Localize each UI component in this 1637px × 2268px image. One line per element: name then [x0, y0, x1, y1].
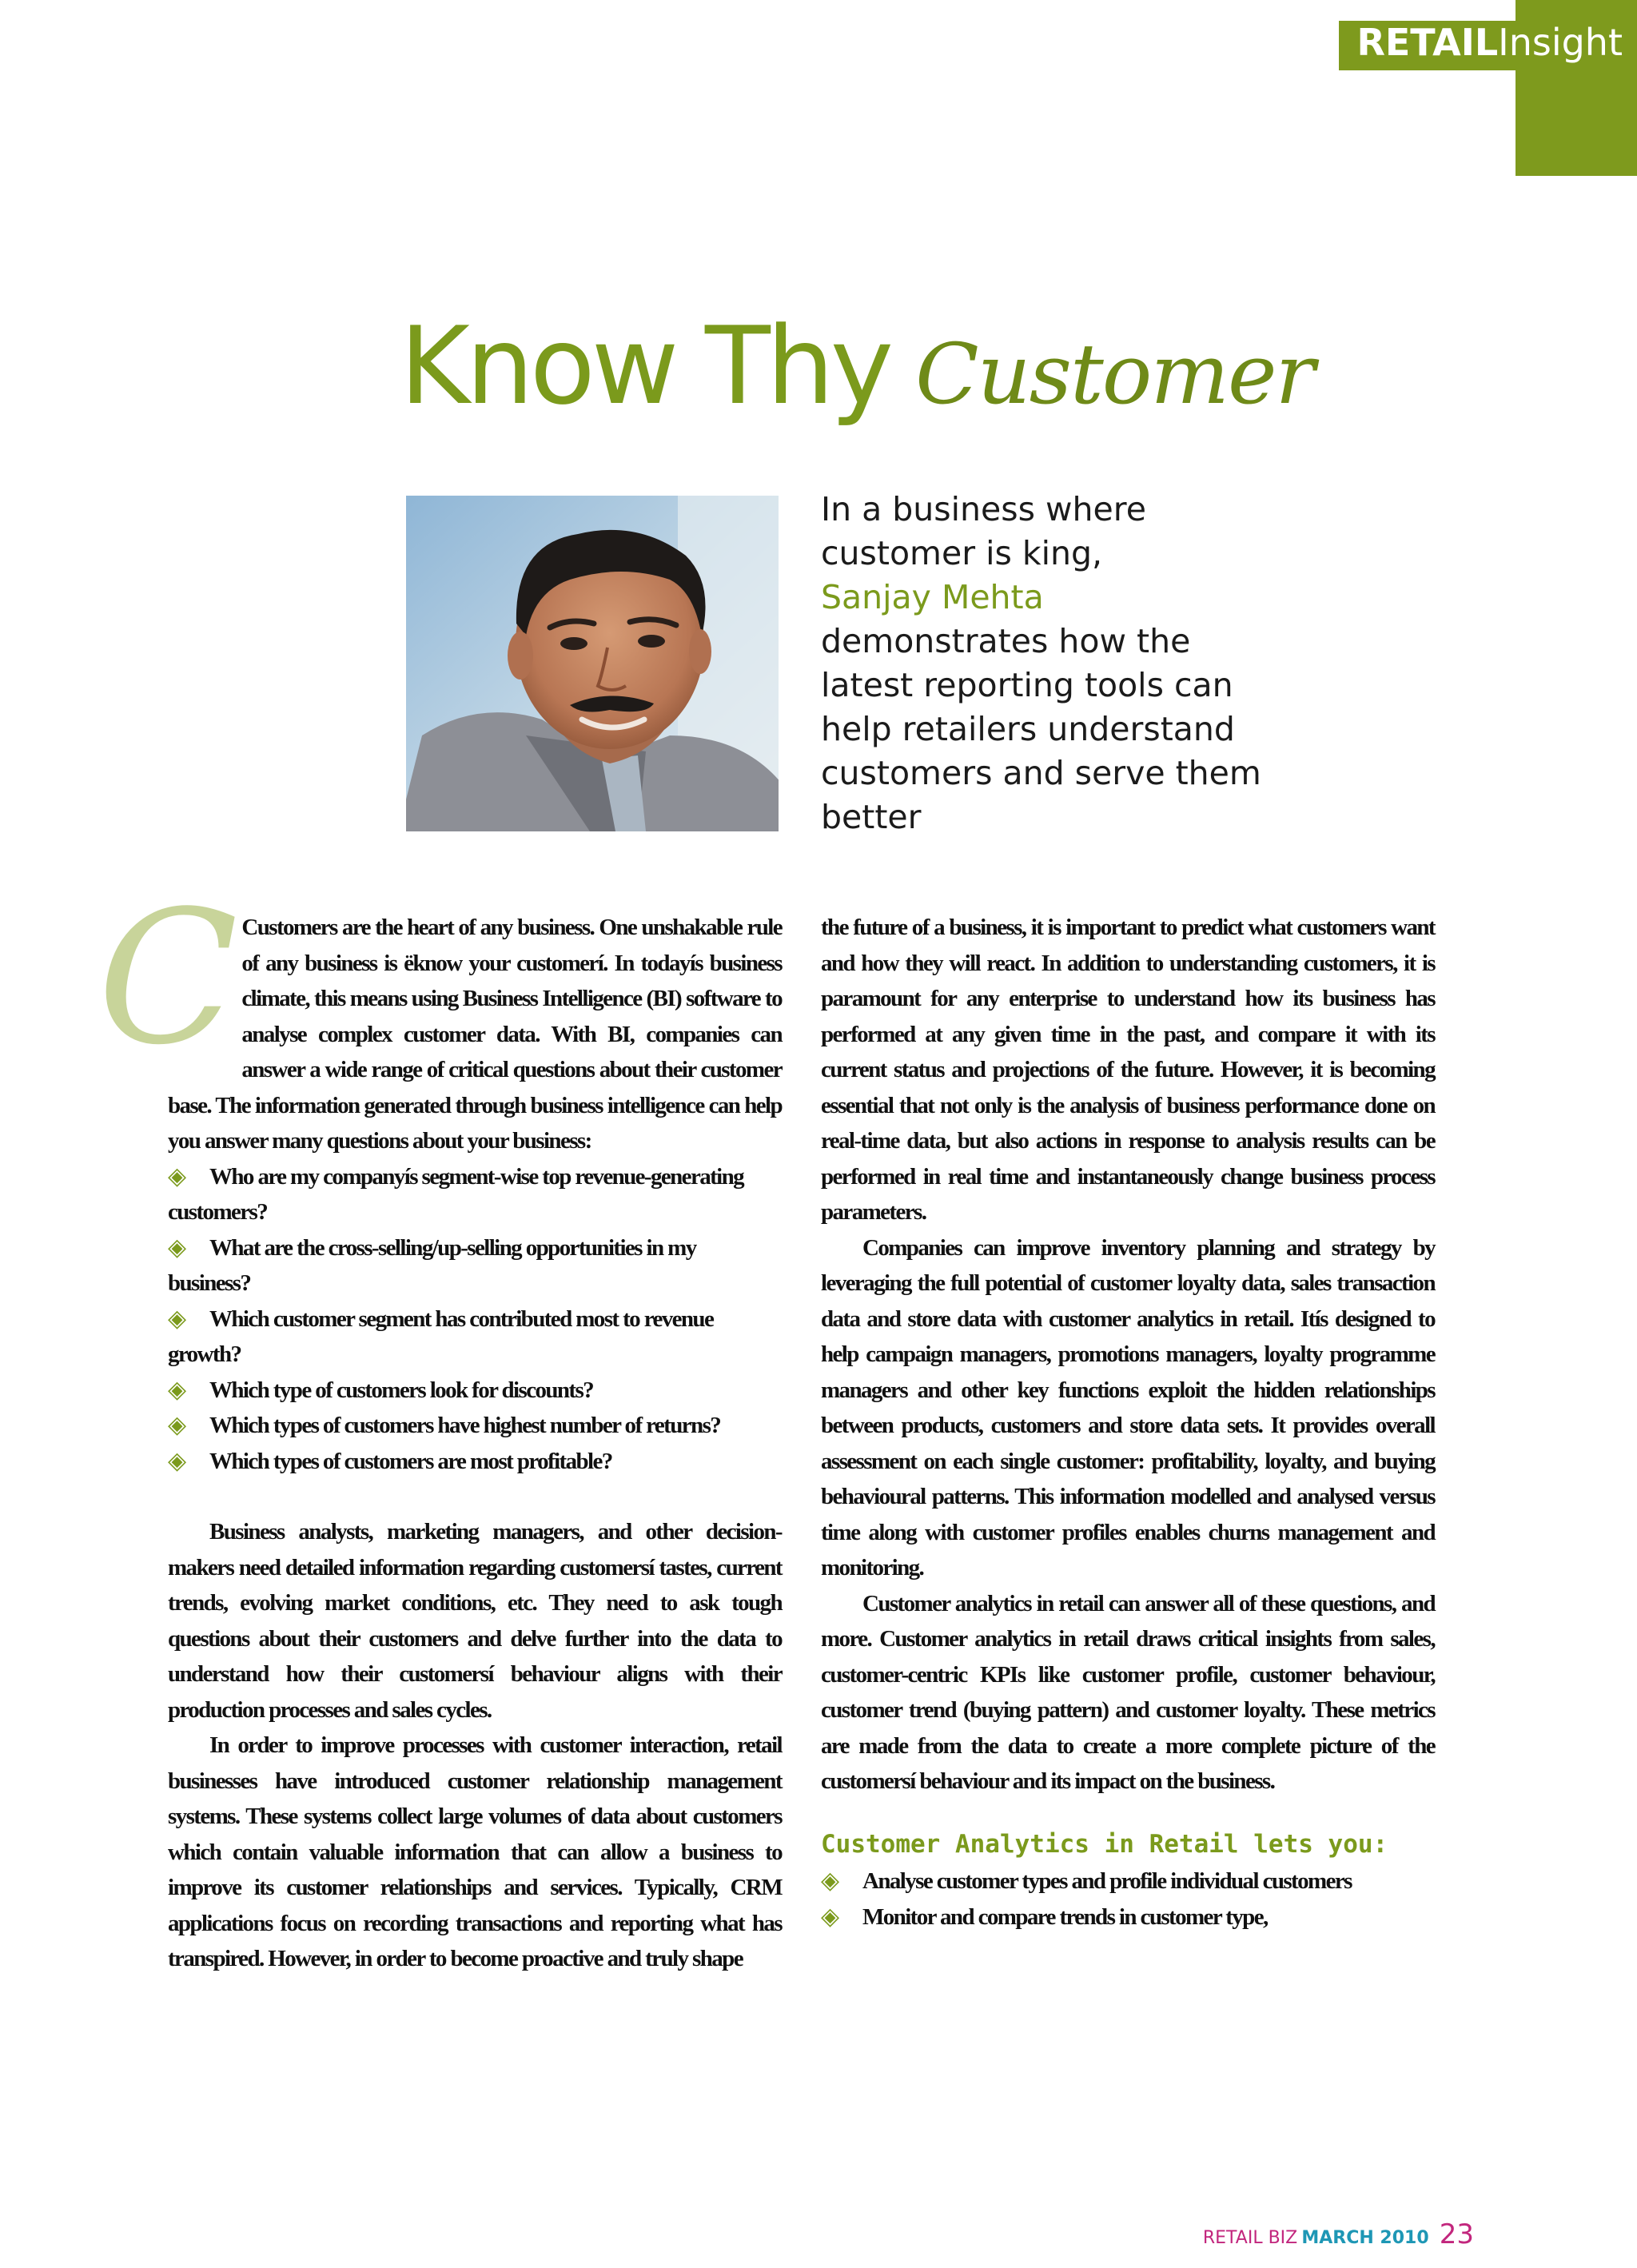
page-footer: [1203, 2218, 1474, 2250]
benefit-list: [821, 1863, 1435, 1935]
page-number: 23: [1439, 2218, 1474, 2250]
paragraph-analysts: Business analysts, marketing managers, and other decision-makers need detailed information regarding customersí tastes, current trends, evolving market conditions, etc. They need to ask tough questions about their customers and delve further into the data to understand how their customersí behaviour aligns with their production processes and sales cycles.: [168, 1519, 782, 1723]
body-column-left: [98, 872, 782, 1977]
intro-paragraph: [98, 872, 782, 1159]
list-item: [168, 1159, 782, 1230]
list-item: [168, 1444, 782, 1480]
diamond-bullet-icon: ◈: [168, 1234, 185, 1261]
diamond-bullet-icon: ◈: [821, 1867, 838, 1894]
list-item: [821, 1863, 1435, 1899]
list-item-text: Who are my companyís segment-wise top revenue-generating customers?: [168, 1163, 744, 1225]
list-item-text: Analyse customer types and profile individual customers: [862, 1868, 1352, 1894]
subheading: Customer Analytics in Retail lets you:: [821, 1829, 1388, 1859]
list-item: [168, 1408, 782, 1444]
list-item-text: Which types of customers are most profitable?: [209, 1448, 612, 1474]
list-item-text: Which customer segment has contributed most to revenue growth?: [168, 1305, 714, 1367]
list-item-text: Monitor and compare trends in customer type,: [862, 1903, 1268, 1930]
article-title: [400, 304, 1314, 428]
intro-text: Customers are the heart of any business. One unshakable rule of any business is ëknow your customerí. In todayís business climate, this means using Business Intelligence (BI) software to analyse complex customer data. With BI, companies can answer a wide range of critical questions about their customer base. The information generated through business intelligence can help you answer many questions about your business:: [168, 915, 782, 1154]
paragraph-inventory: Companies can improve inventory planning and strategy by leveraging the full potential of customer loyalty data, sales transaction data and store data with customer analytics in retail. Itís designed to help campaign managers, promotions managers, loyalty programme managers and other key functions exploit the hidden relationships between products, customers and store data sets. It provides overall assessment on each single customer: profitability, loyalty, and buying behavioural patterns. This information modelled and analysed versus time along with customer profiles enables churns management and monitoring.: [821, 1234, 1435, 1580]
diamond-bullet-icon: ◈: [168, 1412, 185, 1438]
author-name: Sanjay Mehta: [821, 578, 1044, 616]
standfirst-intro: In a business where customer is king,: [821, 490, 1146, 572]
diamond-bullet-icon: ◈: [168, 1162, 185, 1190]
magazine-name: RETAIL BIZ: [1202, 2228, 1298, 2248]
diamond-bullet-icon: ◈: [168, 1376, 185, 1403]
drop-cap: C: [98, 872, 237, 1086]
list-item-text: What are the cross-selling/up-selling opportunities in my business?: [168, 1234, 696, 1296]
standfirst-summary: demonstrates how the latest reporting tools can help retailers understand customers and serve them better: [821, 622, 1261, 836]
author-portrait-image: [406, 496, 779, 831]
diamond-bullet-icon: ◈: [168, 1447, 185, 1474]
list-item: [168, 1230, 782, 1301]
title-plain: Know Thy: [400, 304, 890, 428]
paragraph-future: the future of a business, it is important to predict what customers want and how they will react. In addition to understanding customers, it is paramount for any enterprise to understand how its business has performed at any given time in the past, and compare it with its current status and projections of the future. However, it is becoming essential that not only is the analysis of business performance done on real-time data, but also actions in response to analysis results can be performed in real time and instantaneously change business process parameters.: [821, 915, 1435, 1225]
list-item-text: Which types of customers have highest number of returns?: [209, 1413, 721, 1438]
paragraph-analytics: Customer analytics in retail can answer all of these questions, and more. Customer analytics in retail draws critical insights from sales, customer-centric KPIs like customer profile, customer behaviour, customer trend (buying pattern) and customer loyalty. These metrics are made from the data to create a more complete picture of the customersí behaviour and its impact on the business.: [821, 1590, 1435, 1794]
body-column-right: [821, 910, 1435, 1935]
spacer: [168, 1479, 782, 1514]
list-item: [821, 1899, 1435, 1935]
author-photo: [406, 496, 779, 831]
paragraph-crm: In order to improve processes with customer interaction, retail businesses have introduced customer relationship management systems. These systems collect large volumes of data about customers which contain valuable information that can allow a business to improve its customer relationships and services. Typically, CRM applications focus on recording transactions and reporting what has transpired. However, in order to become proactive and truly shape: [168, 1732, 782, 1971]
section-label-light: Insight: [1498, 21, 1623, 64]
list-item-text: Which type of customers look for discounts?: [209, 1377, 594, 1403]
list-item: [168, 1373, 782, 1409]
section-label: [1339, 21, 1623, 70]
question-list: [168, 1159, 782, 1480]
list-item: [168, 1301, 782, 1373]
standfirst: [821, 488, 1269, 839]
diamond-bullet-icon: ◈: [168, 1305, 185, 1332]
diamond-bullet-icon: ◈: [821, 1903, 838, 1930]
section-label-bold: RETAIL: [1356, 21, 1499, 64]
issue-date: MARCH 2010: [1301, 2228, 1429, 2248]
title-script: Customer: [915, 325, 1314, 423]
